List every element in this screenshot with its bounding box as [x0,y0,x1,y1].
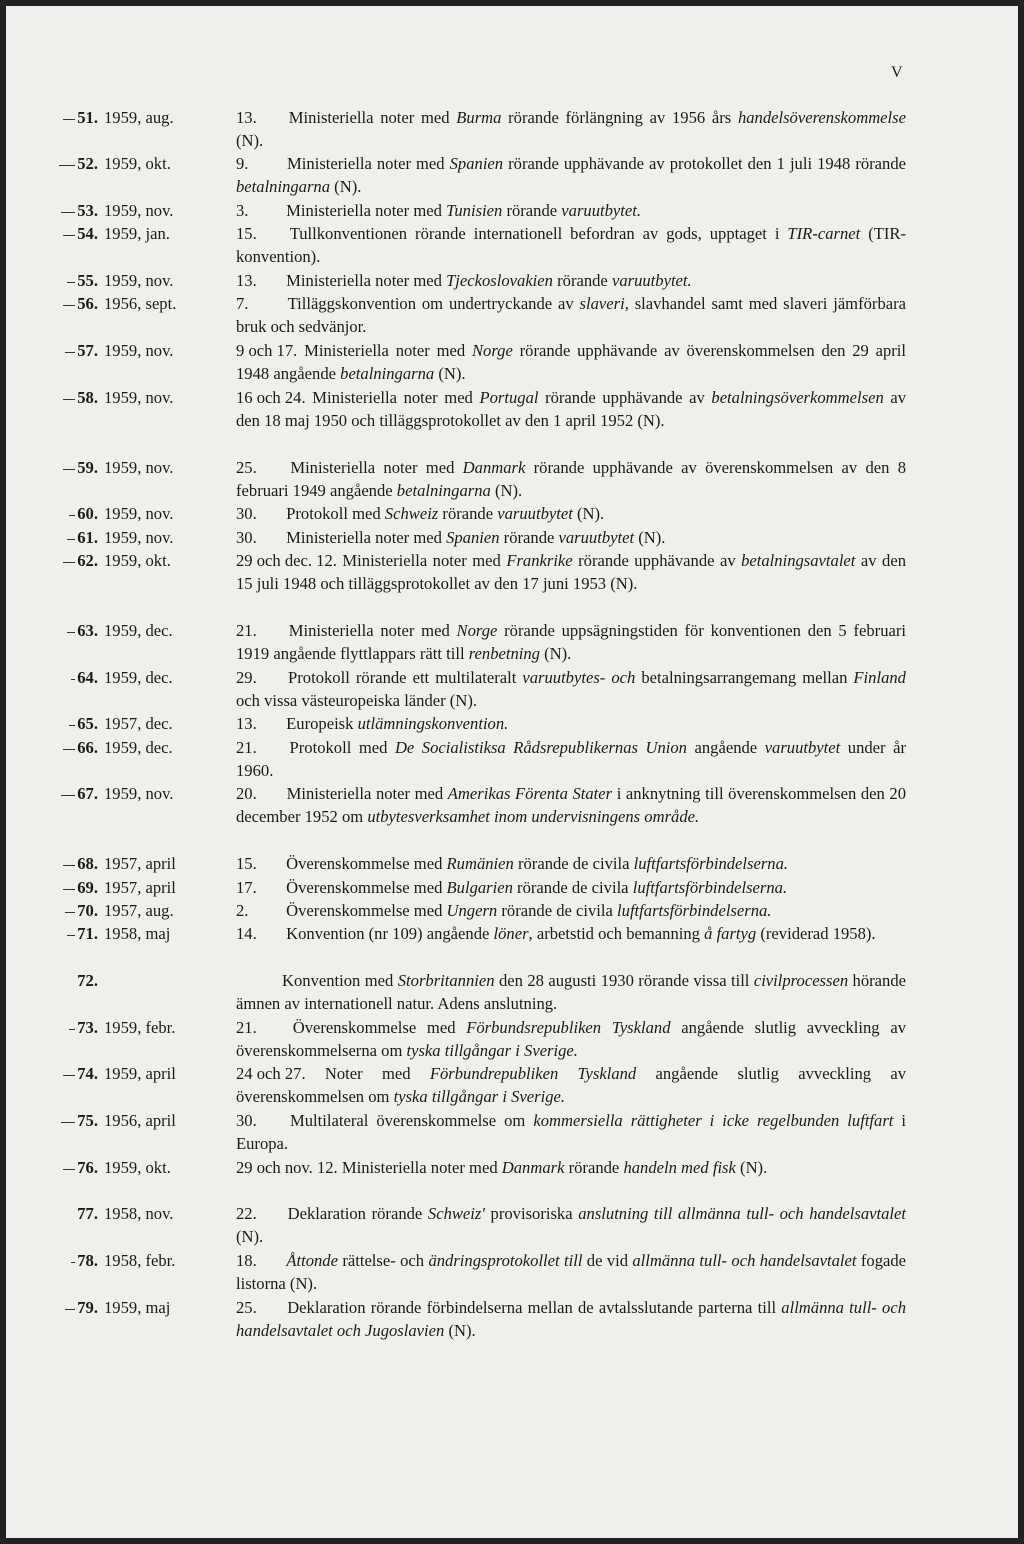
list-item [6,1062,1018,1109]
entry-day: 14. [236,924,257,943]
entry-number: 59. [40,456,98,479]
entry-date: 1959, okt. [104,551,171,570]
entry-date: 1959, nov. [104,271,174,290]
entry-number: 52. [40,152,98,175]
entry-number: 65. [40,712,98,735]
entry-day: 16 och 24. [236,388,306,407]
entry-text [236,339,906,386]
list-item [6,1156,1018,1179]
list-item [6,922,1018,945]
entry-date: 1958, nov. [104,1204,174,1223]
entry-number: 63. [40,619,98,642]
entry-text [236,619,906,666]
margin-tick-mark [67,539,75,540]
entry-day: 25. [236,1298,257,1317]
entry-date: 1957, aug. [104,901,174,920]
list-item [6,852,1018,875]
list-item [6,456,1018,503]
margin-tick-mark [69,1029,75,1030]
entry-text [236,106,906,153]
entry-day: 30. [236,528,257,547]
entry-day: 29. [236,668,257,687]
entry-number: 55. [40,269,98,292]
list-item [6,712,1018,735]
entry-number: 73. [40,1016,98,1039]
margin-tick-mark [63,1075,75,1076]
entry-text [236,502,906,525]
entry-day: 22. [236,1204,257,1223]
entry-number: 70. [40,899,98,922]
entry-description: Ministeriella noter med Burma rörande förlängning av 1956 års handelsöverenskommelse (N). [236,108,906,151]
margin-tick-mark [59,165,75,166]
margin-tick-mark [63,749,75,750]
entry-date: 1956, sept. [104,294,177,313]
entry-date: 1959, jan. [104,224,170,243]
entry-text [236,526,906,549]
list-item [6,106,1018,153]
list-item [6,222,1018,269]
entry-date: 1957, dec. [104,714,173,733]
entry-day: 13. [236,271,257,290]
entry-text [236,782,906,829]
list-item [6,736,1018,783]
list-item [6,269,1018,292]
list-item [6,1249,1018,1296]
entry-day: 21. [236,738,257,757]
margin-tick-mark [63,865,75,866]
entry-text [236,1016,906,1063]
list-item [6,619,1018,666]
entry-text [236,899,906,922]
list-item [6,1202,1018,1249]
entry-description: Överenskommelse med Förbundsrepubliken Tyskland angående slutlig avveckling av överenskommelserna om tyska tillgångar i Sverige. [236,1018,906,1061]
entry-date: 1959, nov. [104,201,174,220]
entry-text [236,152,906,199]
entry-day: 21. [236,621,257,640]
entry-number: 57. [40,339,98,362]
entry-description: Deklaration rörande förbindelserna mellan de avtalsslutande parterna till allmänna tull- och handelsavtalet och Jugoslavien (N). [236,1298,906,1341]
entry-number: 58. [40,386,98,409]
entry-description: Ministeriella noter med Frankrike rörande upphävande av betalningsavtalet av den 15 juli 1948 och tilläggsprotokollet av den 17 juni 1953 (N). [236,551,906,594]
margin-tick-mark [71,1262,75,1263]
entry-text [236,922,906,945]
list-item [6,152,1018,199]
entry-day: 24 och 27. [236,1064,306,1083]
margin-tick-mark [69,725,75,726]
entry-description: Multilateral överenskommelse om kommersiella rättigheter i icke regelbunden luftfart i Europa. [236,1111,907,1154]
entry-number: 68. [40,852,98,875]
margin-tick-mark [61,795,75,796]
entry-day: 18. [236,1251,257,1270]
entry-text [236,269,906,292]
entry-description: Överenskommelse med Ungern rörande de civila luftfartsförbindelserna. [286,901,772,920]
entry-date: 1959, nov. [104,388,174,407]
entry-date: 1959, nov. [104,784,174,803]
entry-day: 30. [236,1111,257,1130]
margin-tick-mark [65,352,75,353]
list-item [6,549,1018,596]
entry-description: Noter med Förbundrepubliken Tyskland angående slutlig avveckling av överenskommelsen om tyska tillgångar i Sverige. [236,1064,906,1107]
entry-date: 1959, nov. [104,341,174,360]
margin-tick-mark [63,119,75,120]
margin-tick-mark [71,679,75,680]
margin-tick-mark [63,469,75,470]
entry-text [236,456,906,503]
margin-tick-mark [61,1122,75,1123]
entry-number: 67. [40,782,98,805]
entry-number: 71. [40,922,98,945]
entry-description: Tullkonventionen rörande internationell befordran av gods, upptaget i TIR-carnet (TIR-konvention). [236,224,906,267]
entry-number: 77. [77,1204,98,1223]
entry-text [236,386,906,433]
entry-day: 15. [236,224,257,243]
entry-description: Ministeriella noter med Danmark rörande upphävande av överenskommelsen av den 8 februari 1949 angående betalningarna (N). [236,458,906,501]
margin-tick-mark [65,1309,75,1310]
list-item [6,199,1018,222]
entry-day: 20. [236,784,257,803]
entry-number: 75. [40,1109,98,1132]
list-item [6,339,1018,386]
entry-description: Protokoll rörande ett multilateralt varuutbytes- och betalningsarrangemang mellan Finland och vissa västeuropeiska länder (N). [236,668,906,711]
entry-description: Protokoll med Schweiz rörande varuutbytet (N). [286,504,605,523]
entry-date: 1959, nov. [104,458,174,477]
entry-day: 29 och nov. 12. [236,1158,338,1177]
entry-description: Ministeriella noter med Tunisien rörande varuutbytet. [286,201,642,220]
entry-description: Överenskommelse med Rumänien rörande de civila luftfartsförbindelserna. [286,854,789,873]
entry-description: Deklaration rörande Schweiz' provisoriska anslutning till allmänna tull- och handelsavtalet (N). [236,1204,906,1247]
entry-number: 51. [40,106,98,129]
entry-date: 1959, nov. [104,504,174,523]
entry-description: Protokoll med De Socialistiksa Rådsrepublikernas Union angående varuutbytet under år 1960. [236,738,906,781]
entry-text [236,1062,906,1109]
list-item [6,1296,1018,1343]
entry-description: Ministeriella noter med Danmark rörande handeln med fisk (N). [341,1158,768,1177]
margin-tick-mark [65,912,75,913]
entry-day: 17. [236,878,257,897]
entry-day: 9 och 17. [236,341,298,360]
list-item [6,1016,1018,1063]
entry-description: Åttonde rättelse- och ändringsprotokollet till de vid allmänna tull- och handelsavtalet fogade listorna (N). [236,1251,907,1294]
list-item [6,782,1018,829]
entry-description: Europeisk utlämningskonvention. [286,714,509,733]
entry-number: 54. [40,222,98,245]
entry-day: 15. [236,854,257,873]
entry-day: 25. [236,458,257,477]
margin-tick-mark [63,889,75,890]
margin-tick-mark [69,515,75,516]
entry-description: Ministeriella noter med Portugal rörande upphävande av betalningsöverkommelsen av den 18 maj 1950 och tilläggsprotokollet av den 1 april 1952 (N). [236,388,907,431]
entry-day: 3. [236,201,249,220]
entry-day: 21. [236,1018,257,1037]
entry-date: 1959, okt. [104,154,171,173]
list-item [6,899,1018,922]
list-item [6,526,1018,549]
entry-day: 7. [236,294,249,313]
entry-number: 62. [40,549,98,572]
entry-text [236,969,906,1016]
entry-date: 1959, april [104,1064,176,1083]
entry-text [236,222,906,269]
margin-tick-mark [63,305,75,306]
list-item [6,502,1018,525]
margin-tick-mark [63,1169,75,1170]
entry-day: 2. [236,901,249,920]
list-item [6,386,1018,433]
entry-date: 1959, maj [104,1298,171,1317]
entry-date: 1959, aug. [104,108,174,127]
entry-description: Ministeriella noter med Spanien rörande varuutbytet (N). [286,528,666,547]
entry-description: Tilläggskonvention om undertryckande av slaveri, slavhandel samt med slaveri jämförbara bruk och sedvänjor. [236,294,906,337]
list-item [6,969,1018,1016]
entry-number: 53. [40,199,98,222]
entry-text [236,666,906,713]
entry-day: 9. [236,154,249,173]
list-item [6,1109,1018,1156]
entry-text [236,876,906,899]
entry-date: 1959, dec. [104,738,173,757]
entry-text [236,1109,906,1156]
entry-description: Ministeriella noter med Tjeckoslovakien rörande varuutbytet. [286,271,692,290]
entry-number: 69. [40,876,98,899]
list-item [6,292,1018,339]
entry-text [236,1296,906,1343]
entry-day: 29 och dec. 12. [236,551,337,570]
entry-description: Ministeriella noter med Spanien rörande upphävande av protokollet den 1 juli 1948 rörande betalningarna (N). [236,154,907,197]
entry-date: 1959, febr. [104,1018,176,1037]
entry-description: Konvention med Storbritannien den 28 augusti 1930 rörande vissa till civilprocessen hörande ämnen av internationell natur. Adens anslutning. [236,971,906,1014]
entry-number: 79. [40,1296,98,1319]
entry-description: Ministeriella noter med Norge rörande upphävande av överenskommelsen den 29 april 1948 angående betalningarna (N). [236,341,907,384]
entry-text [236,712,906,735]
entry-date: 1959, nov. [104,528,174,547]
entry-text [236,852,906,875]
entry-text [236,199,906,222]
document-page [6,6,1018,1538]
margin-tick-mark [63,235,75,236]
entry-date: 1957, april [104,878,176,897]
entry-day: 13. [236,108,257,127]
entry-number: 61. [40,526,98,549]
entry-description: Konvention (nr 109) angående löner, arbetstid och bemanning å fartyg (reviderad 1958). [286,924,876,943]
entry-date: 1959, dec. [104,668,173,687]
margin-tick-mark [67,282,75,283]
entry-day: 30. [236,504,257,523]
entry-number: 78. [40,1249,98,1272]
entry-text [236,549,906,596]
entry-date: 1958, maj [104,924,171,943]
entry-number: 56. [40,292,98,315]
margin-tick-mark [63,399,75,400]
page-number: V [891,64,904,81]
entry-text [236,736,906,783]
entry-description: Ministeriella noter med Amerikas Förenta Stater i anknytning till överenskommelsen den 20 december 1952 om utbytesverksamhet inom undervisningens område. [236,784,906,827]
margin-tick-mark [67,632,75,633]
entry-description: Överenskommelse med Bulgarien rörande de civila luftfartsförbindelserna. [286,878,788,897]
list-item [6,666,1018,713]
entry-number: 76. [40,1156,98,1179]
entry-date: 1956, april [104,1111,176,1130]
entry-number: 74. [40,1062,98,1085]
entry-date: 1959, okt. [104,1158,171,1177]
margin-tick-mark [61,212,75,213]
entry-date: 1959, dec. [104,621,173,640]
entry-number: 72. [77,971,98,990]
list-item [6,876,1018,899]
entry-description: Ministeriella noter med Norge rörande uppsägningstiden för konventionen den 5 februari 1919 angående flyttlappars rätt till renbetning (N). [236,621,906,664]
margin-tick-mark [63,562,75,563]
entry-date: 1957, april [104,854,176,873]
margin-tick-mark [67,935,75,936]
entry-number: 66. [40,736,98,759]
entry-text [236,1202,906,1249]
entry-number: 60. [40,502,98,525]
entry-number: 64. [40,666,98,689]
entry-text [236,1156,906,1179]
entry-date: 1958, febr. [104,1251,176,1270]
entry-text [236,1249,906,1296]
entry-text [236,292,906,339]
entry-day: 13. [236,714,257,733]
